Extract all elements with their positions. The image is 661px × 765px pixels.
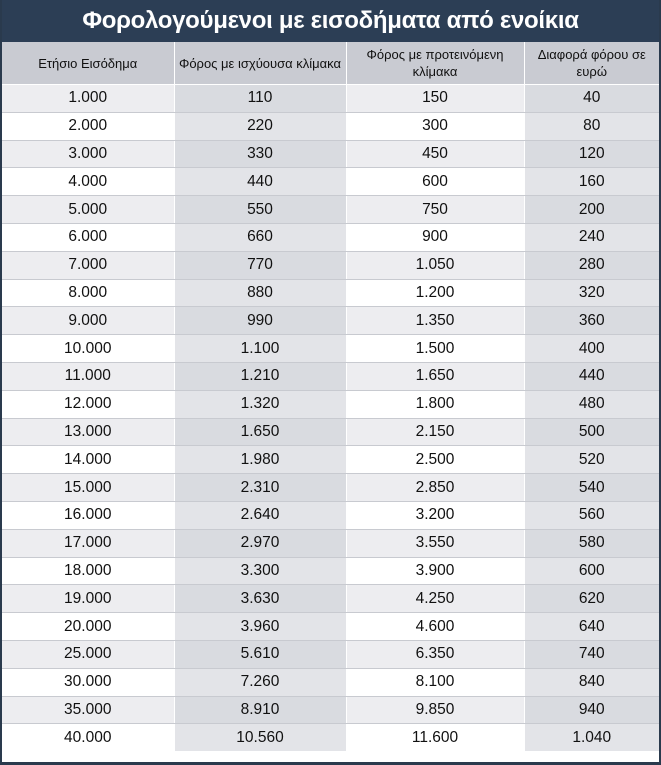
cell-annual-income: 7.000 bbox=[2, 251, 174, 279]
header-tax-difference: Διαφορά φόρου σε ευρώ bbox=[524, 42, 659, 85]
cell-proposed-tax: 11.600 bbox=[346, 724, 524, 751]
header-annual-income: Ετήσιο Εισόδημα bbox=[2, 42, 174, 85]
cell-annual-income: 8.000 bbox=[2, 279, 174, 307]
cell-tax-difference: 360 bbox=[524, 307, 659, 335]
cell-proposed-tax: 3.200 bbox=[346, 501, 524, 529]
cell-annual-income: 5.000 bbox=[2, 196, 174, 224]
cell-current-tax: 110 bbox=[174, 85, 346, 113]
cell-current-tax: 7.260 bbox=[174, 668, 346, 696]
table-body bbox=[2, 85, 659, 752]
cell-current-tax: 550 bbox=[174, 196, 346, 224]
cell-proposed-tax: 6.350 bbox=[346, 640, 524, 668]
cell-annual-income: 2.000 bbox=[2, 112, 174, 140]
cell-proposed-tax: 1.650 bbox=[346, 362, 524, 390]
cell-tax-difference: 940 bbox=[524, 696, 659, 724]
cell-current-tax: 1.980 bbox=[174, 446, 346, 474]
cell-annual-income: 15.000 bbox=[2, 474, 174, 502]
cell-proposed-tax: 1.800 bbox=[346, 390, 524, 418]
cell-annual-income: 1.000 bbox=[2, 85, 174, 113]
cell-annual-income: 19.000 bbox=[2, 585, 174, 613]
table-row bbox=[2, 307, 659, 335]
cell-current-tax: 880 bbox=[174, 279, 346, 307]
tax-comparison-table bbox=[2, 42, 659, 751]
cell-proposed-tax: 150 bbox=[346, 85, 524, 113]
cell-proposed-tax: 2.150 bbox=[346, 418, 524, 446]
table-row bbox=[2, 668, 659, 696]
cell-tax-difference: 600 bbox=[524, 557, 659, 585]
cell-proposed-tax: 1.500 bbox=[346, 335, 524, 363]
cell-annual-income: 35.000 bbox=[2, 696, 174, 724]
cell-current-tax: 3.960 bbox=[174, 613, 346, 641]
cell-current-tax: 770 bbox=[174, 251, 346, 279]
cell-tax-difference: 320 bbox=[524, 279, 659, 307]
cell-tax-difference: 1.040 bbox=[524, 724, 659, 751]
cell-current-tax: 1.650 bbox=[174, 418, 346, 446]
cell-tax-difference: 160 bbox=[524, 168, 659, 196]
cell-current-tax: 2.640 bbox=[174, 501, 346, 529]
cell-proposed-tax: 450 bbox=[346, 140, 524, 168]
cell-proposed-tax: 3.550 bbox=[346, 529, 524, 557]
cell-proposed-tax: 2.500 bbox=[346, 446, 524, 474]
cell-proposed-tax: 4.600 bbox=[346, 613, 524, 641]
cell-proposed-tax: 1.200 bbox=[346, 279, 524, 307]
cell-tax-difference: 640 bbox=[524, 613, 659, 641]
cell-current-tax: 3.300 bbox=[174, 557, 346, 585]
cell-annual-income: 3.000 bbox=[2, 140, 174, 168]
cell-annual-income: 14.000 bbox=[2, 446, 174, 474]
cell-proposed-tax: 750 bbox=[346, 196, 524, 224]
cell-proposed-tax: 1.350 bbox=[346, 307, 524, 335]
cell-annual-income: 20.000 bbox=[2, 613, 174, 641]
cell-current-tax: 990 bbox=[174, 307, 346, 335]
cell-tax-difference: 280 bbox=[524, 251, 659, 279]
cell-proposed-tax: 1.050 bbox=[346, 251, 524, 279]
cell-tax-difference: 540 bbox=[524, 474, 659, 502]
cell-proposed-tax: 900 bbox=[346, 223, 524, 251]
cell-proposed-tax: 9.850 bbox=[346, 696, 524, 724]
table-row bbox=[2, 418, 659, 446]
table-row bbox=[2, 585, 659, 613]
table-row bbox=[2, 724, 659, 751]
table-row bbox=[2, 251, 659, 279]
cell-proposed-tax: 2.850 bbox=[346, 474, 524, 502]
cell-annual-income: 12.000 bbox=[2, 390, 174, 418]
table-row bbox=[2, 168, 659, 196]
cell-current-tax: 440 bbox=[174, 168, 346, 196]
cell-tax-difference: 120 bbox=[524, 140, 659, 168]
cell-tax-difference: 620 bbox=[524, 585, 659, 613]
cell-annual-income: 11.000 bbox=[2, 362, 174, 390]
cell-current-tax: 8.910 bbox=[174, 696, 346, 724]
cell-tax-difference: 840 bbox=[524, 668, 659, 696]
cell-annual-income: 9.000 bbox=[2, 307, 174, 335]
cell-tax-difference: 40 bbox=[524, 85, 659, 113]
cell-tax-difference: 740 bbox=[524, 640, 659, 668]
table-row bbox=[2, 501, 659, 529]
cell-proposed-tax: 3.900 bbox=[346, 557, 524, 585]
cell-current-tax: 1.210 bbox=[174, 362, 346, 390]
cell-tax-difference: 240 bbox=[524, 223, 659, 251]
header-row bbox=[2, 42, 659, 85]
cell-current-tax: 330 bbox=[174, 140, 346, 168]
cell-tax-difference: 480 bbox=[524, 390, 659, 418]
cell-current-tax: 1.100 bbox=[174, 335, 346, 363]
table-row bbox=[2, 390, 659, 418]
header-current-tax: Φόρος με ισχύουσα κλίμακα bbox=[174, 42, 346, 85]
cell-annual-income: 13.000 bbox=[2, 418, 174, 446]
table-row bbox=[2, 640, 659, 668]
cell-proposed-tax: 4.250 bbox=[346, 585, 524, 613]
cell-current-tax: 2.970 bbox=[174, 529, 346, 557]
cell-current-tax: 10.560 bbox=[174, 724, 346, 751]
table-title: Φορολογούμενοι με εισοδήματα από ενοίκια bbox=[2, 0, 659, 42]
cell-tax-difference: 580 bbox=[524, 529, 659, 557]
cell-annual-income: 17.000 bbox=[2, 529, 174, 557]
cell-proposed-tax: 600 bbox=[346, 168, 524, 196]
cell-annual-income: 4.000 bbox=[2, 168, 174, 196]
table-row bbox=[2, 557, 659, 585]
table-row bbox=[2, 279, 659, 307]
cell-tax-difference: 440 bbox=[524, 362, 659, 390]
cell-tax-difference: 400 bbox=[524, 335, 659, 363]
table-row bbox=[2, 85, 659, 113]
table-row bbox=[2, 223, 659, 251]
table-row bbox=[2, 112, 659, 140]
cell-annual-income: 40.000 bbox=[2, 724, 174, 751]
cell-proposed-tax: 300 bbox=[346, 112, 524, 140]
table-row bbox=[2, 196, 659, 224]
cell-annual-income: 6.000 bbox=[2, 223, 174, 251]
header-proposed-tax: Φόρος με προτεινόμενη κλίμακα bbox=[346, 42, 524, 85]
cell-annual-income: 30.000 bbox=[2, 668, 174, 696]
table-row bbox=[2, 529, 659, 557]
cell-annual-income: 25.000 bbox=[2, 640, 174, 668]
cell-current-tax: 3.630 bbox=[174, 585, 346, 613]
cell-current-tax: 1.320 bbox=[174, 390, 346, 418]
cell-proposed-tax: 8.100 bbox=[346, 668, 524, 696]
cell-tax-difference: 520 bbox=[524, 446, 659, 474]
cell-tax-difference: 200 bbox=[524, 196, 659, 224]
table-row bbox=[2, 140, 659, 168]
table-row bbox=[2, 474, 659, 502]
cell-annual-income: 16.000 bbox=[2, 501, 174, 529]
table-row bbox=[2, 613, 659, 641]
table-row bbox=[2, 362, 659, 390]
cell-current-tax: 660 bbox=[174, 223, 346, 251]
cell-annual-income: 18.000 bbox=[2, 557, 174, 585]
table-row bbox=[2, 335, 659, 363]
cell-annual-income: 10.000 bbox=[2, 335, 174, 363]
cell-tax-difference: 500 bbox=[524, 418, 659, 446]
cell-current-tax: 220 bbox=[174, 112, 346, 140]
cell-current-tax: 2.310 bbox=[174, 474, 346, 502]
cell-current-tax: 5.610 bbox=[174, 640, 346, 668]
table-row bbox=[2, 446, 659, 474]
table-row bbox=[2, 696, 659, 724]
cell-tax-difference: 560 bbox=[524, 501, 659, 529]
cell-tax-difference: 80 bbox=[524, 112, 659, 140]
